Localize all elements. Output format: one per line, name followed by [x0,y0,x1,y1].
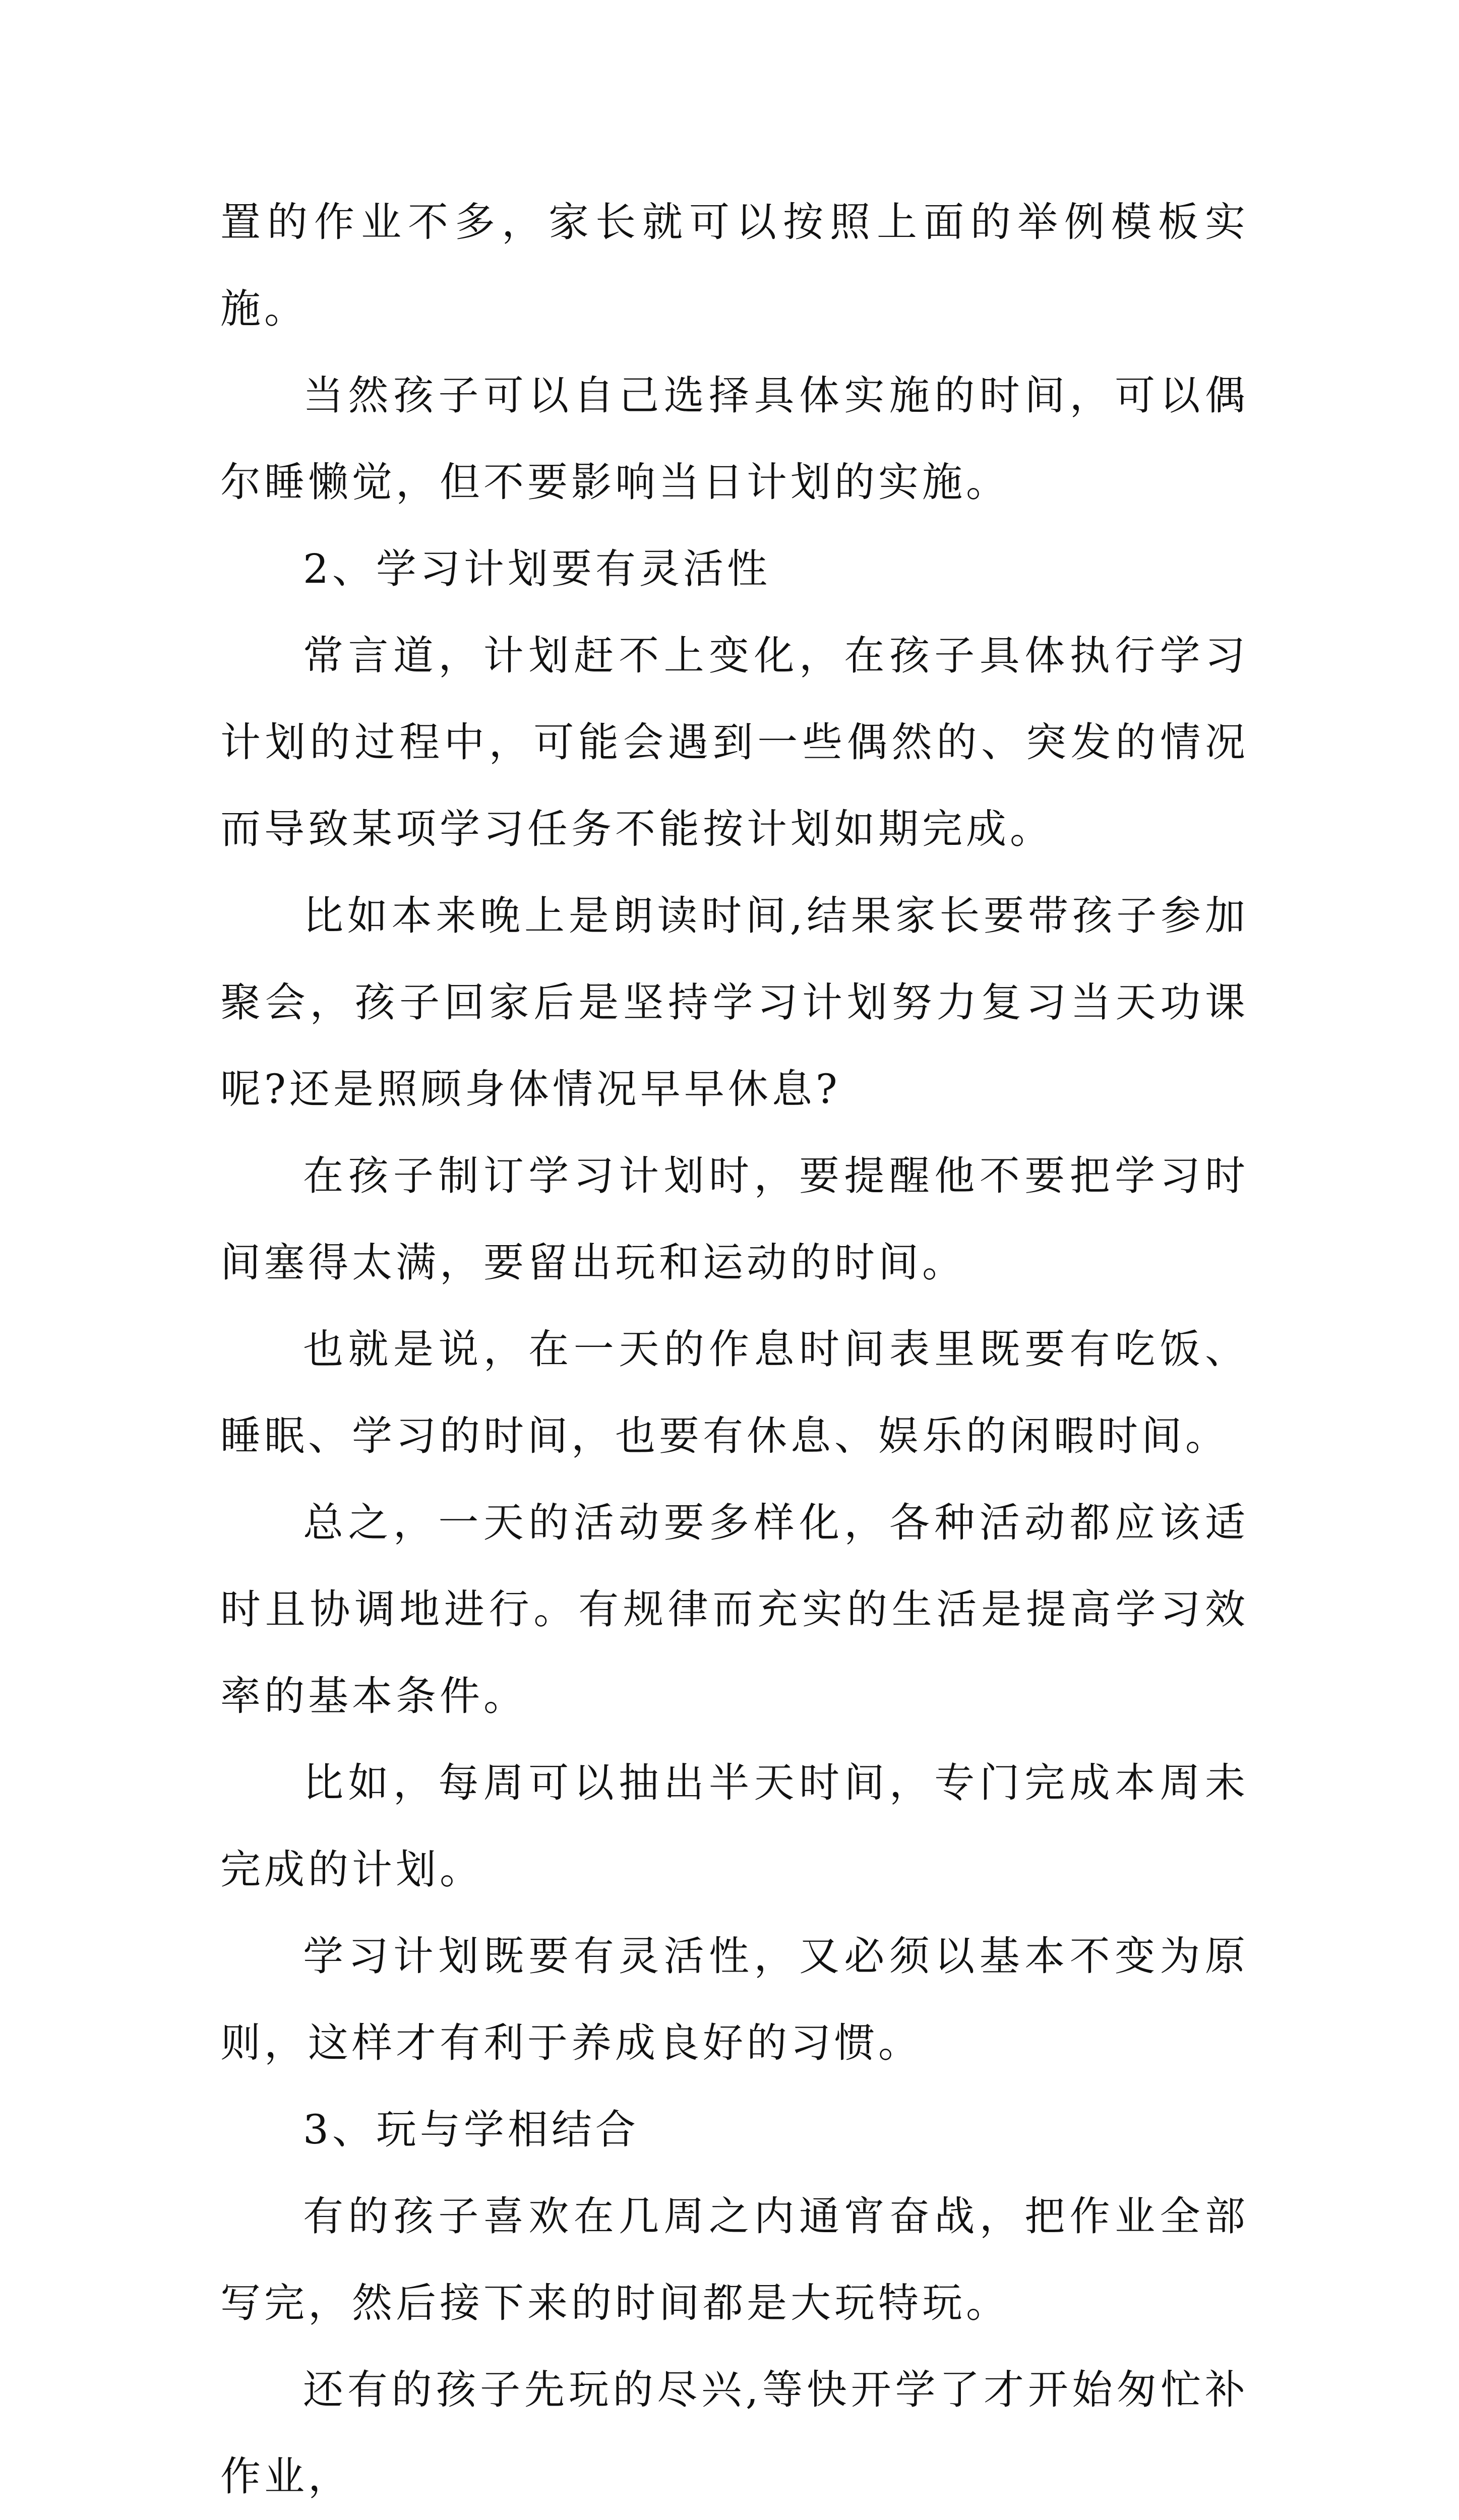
paragraph: 有的孩子喜欢在几周之内通宵奋战，把作业全部写完，然后接下来的时间都是大玩特玩。 [220,2193,1249,2326]
paragraph: 置的作业不多，家长就可以按照上面的举例模板实施。 [220,199,1249,332]
paragraph: 比如本来晚上是朗读时间,结果家长要带孩子参加聚会，孩子回家后是坚持学习计划努力复习当天功课呢?还是照顾身体情况早早休息? [220,892,1249,1113]
paragraph: 常言道，计划赶不上变化，在孩子具体执行学习计划的过程中，可能会遇到一些偶然的、突发的情况而导致某项学习任务不能按计划如期完成。 [220,632,1249,852]
paragraph: 当然孩子可以自己选择具体实施的时间，可以偶尔睡懒觉，但不要影响当日计划的实施。 [220,372,1249,506]
paragraph: 学习计划既要有灵活性，又必须以基本不变为原则，这样才有利于养成良好的习惯。 [220,1933,1249,2066]
paragraph: 总之，一天的活动要多样化，各种活动都应该适时且协调地进行。有规律而充实的生活是提高学习效率的基本条件。 [220,1499,1249,1719]
paragraph: 比如，每周可以抽出半天时间，专门完成本周未完成的计划。 [220,1759,1249,1893]
section-heading: 3、玩与学相结合 [303,2106,639,2153]
section-heading: 2、学习计划要有灵活性 [303,545,771,592]
paragraph: 也就是说，在一天的作息时间表里既要有吃饭、睡眠、学习的时间，也要有休息、娱乐的闲暇时间。 [220,1326,1249,1459]
paragraph: 在孩子制订学习计划时，要提醒他不要把学习时间塞得太满，要留出玩和运动的时间。 [220,1152,1249,1286]
paragraph: 还有的孩子先玩的尽兴,等快开学了才开始匆忙补作业， [220,2366,1249,2500]
document-body [220,179,1249,2520]
